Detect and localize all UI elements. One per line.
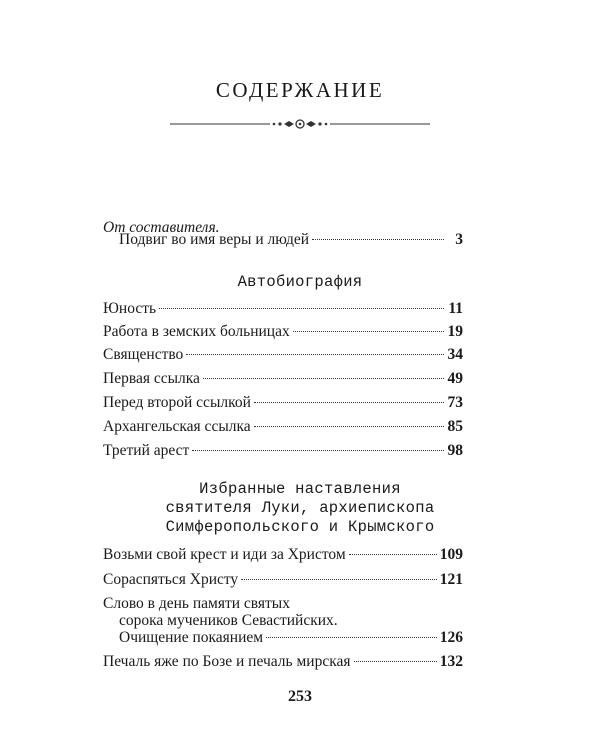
toc-entry-intro[interactable] [119, 230, 463, 250]
toc-entry-label: Юность [103, 300, 157, 317]
toc-entry[interactable] [103, 322, 463, 342]
toc-entry-label: Подвиг во имя веры и людей [119, 231, 310, 248]
section-heading-line: Симферопольского и Крымского [165, 518, 435, 536]
section-heading-autobiography: Автобиография [237, 273, 363, 291]
page-number: 253 [288, 688, 312, 705]
toc-entry-label: Третий арест [103, 442, 190, 459]
toc-entry-label: Сораспяться Христу [103, 571, 239, 588]
dot-leader [254, 426, 444, 427]
toc-entry[interactable] [103, 417, 463, 437]
toc-entry-page: 73 [447, 394, 463, 411]
toc-entry[interactable] [119, 628, 463, 648]
toc-entry[interactable] [103, 570, 463, 590]
ornament-divider [170, 117, 430, 131]
toc-entry-page: 121 [439, 571, 463, 588]
toc-entry-label: Архангельская ссылка [103, 418, 251, 435]
toc-entry-page: 49 [447, 370, 463, 387]
dot-leader [354, 661, 437, 662]
toc-entry[interactable] [103, 441, 463, 461]
dot-leader [203, 378, 444, 379]
dot-leader [254, 402, 444, 403]
toc-entry[interactable] [103, 545, 463, 565]
section-heading-line: Избранные наставления [199, 480, 401, 498]
toc-entry-label: Перед второй ссылкой [103, 394, 251, 411]
toc-entry-label-line: Слово в день памяти святых [103, 595, 290, 612]
dot-leader [241, 579, 437, 580]
toc-entry-page: 19 [447, 323, 463, 340]
dot-leader [186, 354, 444, 355]
toc-entry[interactable] [103, 652, 463, 672]
toc-entry-label: Возьми свой крест и иди за Христом [103, 546, 346, 563]
toc-entry-page: 3 [455, 231, 463, 248]
toc-entry-page: 98 [447, 442, 463, 459]
toc-entry-label-line: сорока мучеников Севастийских. [119, 612, 338, 629]
toc-entry-label: Печаль яже по Бозе и печаль мирская [103, 653, 351, 670]
toc-entry-label: Первая ссылка [103, 370, 200, 387]
dot-leader [159, 308, 444, 309]
page-title: СОДЕРЖАНИЕ [215, 78, 385, 102]
dot-leader [293, 331, 444, 332]
toc-entry-label: Священство [103, 346, 184, 363]
toc-entry-page: 109 [439, 546, 463, 563]
toc-entry-page: 11 [448, 300, 463, 317]
toc-entry[interactable] [103, 369, 463, 389]
toc-entry-page: 126 [439, 629, 463, 646]
toc-entry[interactable] [103, 393, 463, 413]
dot-leader [192, 450, 444, 451]
toc-entry-page: 132 [439, 653, 463, 670]
dot-leader [312, 239, 444, 240]
toc-entry[interactable] [103, 345, 463, 365]
section-heading-line: святителя Луки, архиепископа [165, 499, 435, 517]
toc-entry-label: Работа в земских больницах [103, 323, 290, 340]
toc-entry-page: 85 [447, 418, 463, 435]
toc-entry-page: 34 [447, 346, 463, 363]
intro-heading: От составителя. [103, 219, 220, 236]
dot-leader [266, 637, 437, 638]
dot-leader [349, 554, 437, 555]
toc-entry-label: Очищение покаянием [119, 629, 264, 646]
toc-entry[interactable] [103, 299, 463, 319]
